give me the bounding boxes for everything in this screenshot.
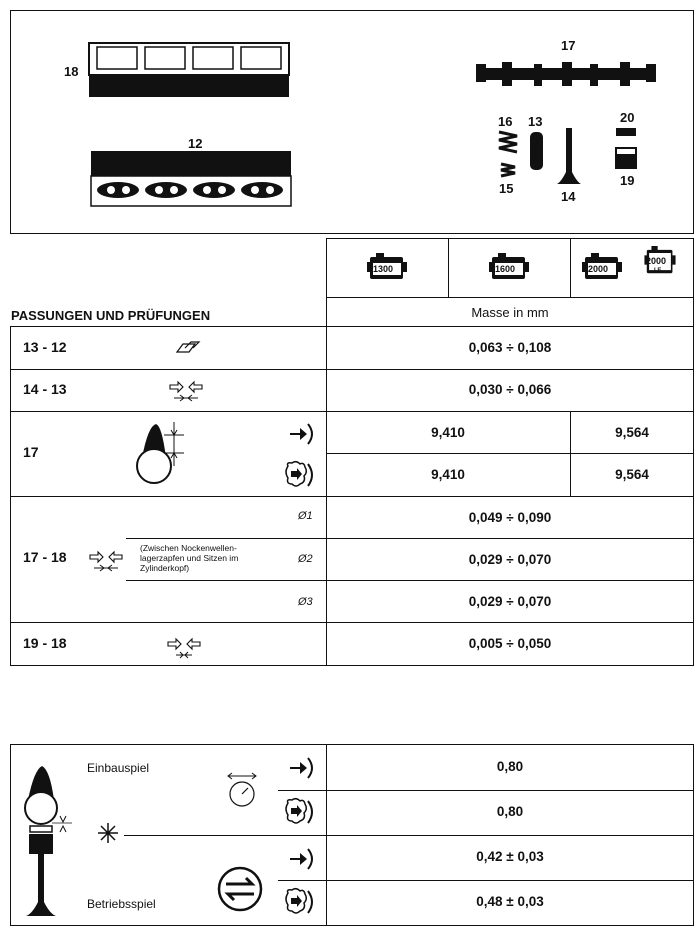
clearance-value-1: 0,80: [496, 759, 524, 774]
engine-2000-label: 2000: [588, 264, 609, 274]
row-value-13-12: 0,063 ÷ 0,108: [468, 340, 552, 355]
cold-snowflake-icon: [97, 822, 119, 844]
valve-tappet-figure: [22, 764, 74, 924]
row-id-17-18: 17 - 18: [23, 549, 67, 565]
engine-2000-ie-label: 2000: [646, 256, 667, 266]
engine-ie-label: I.E.: [654, 268, 664, 274]
cylinder-head-bottom-figure: [90, 150, 295, 208]
table-title: PASSUNGEN UND PRÜFUNGEN: [11, 308, 211, 323]
units-label: Masse in mm: [471, 305, 549, 320]
clearance-icon-17-18: [88, 550, 124, 572]
part-label-19: 19: [620, 173, 635, 188]
part-label-17: 17: [561, 38, 576, 53]
row-id-13-12: 13 - 12: [23, 339, 67, 355]
clearance-intake-icon-1: [288, 755, 318, 781]
row-17-exhaust-value-b: 9,564: [615, 467, 649, 482]
clearance-exhaust-icon-2: [284, 887, 318, 917]
part-label-12: 12: [188, 136, 203, 151]
row-17-18-value-1: 0,049 ÷ 0,090: [468, 510, 552, 525]
row-id-14-13: 14 - 13: [23, 381, 67, 397]
row-17-intake-value-b: 9,564: [615, 425, 649, 440]
shim-figure: [616, 128, 636, 136]
clearance-icon-19-18: [166, 637, 202, 659]
camshaft-figure: [474, 60, 659, 90]
part-label-16: 16: [498, 114, 513, 129]
part-label-15: 15: [499, 181, 514, 196]
part-label-20: 20: [620, 110, 635, 125]
einbauspiel-label: Einbauspiel: [87, 761, 150, 775]
cylinder-head-top-figure: [88, 42, 293, 100]
row-17-intake-value-a: 9,410: [431, 425, 465, 440]
clearance-value-3: 0,42 ± 0,03: [476, 849, 544, 864]
dial-gauge-icon: [222, 770, 262, 810]
row-17-exhaust-value-a: 9,410: [431, 467, 465, 482]
bucket-tappet-figure: [614, 146, 640, 172]
valve-guide-figure: [527, 130, 547, 172]
clearance-exhaust-icon-1: [284, 797, 318, 827]
intake-valve-icon: [288, 421, 318, 447]
row-value-19-18: 0,005 ÷ 0,050: [468, 636, 552, 651]
part-label-13: 13: [528, 114, 543, 129]
row-17-18-value-3: 0,029 ÷ 0,070: [468, 594, 552, 609]
clearance-intake-icon-2: [288, 846, 318, 872]
valve-figure: [555, 126, 583, 188]
cam-lift-figure: [134, 420, 194, 490]
exhaust-valve-icon: [284, 460, 318, 490]
row-17-18-note: (Zwischen Nockenwellen-lagerzapfen und Sitzen im Zylinderkopf): [140, 543, 239, 573]
betriebsspiel-label: Betriebsspiel: [87, 897, 156, 911]
engine-1600-label: 1600: [495, 264, 516, 274]
part-label-18: 18: [64, 64, 79, 79]
row-value-14-13: 0,030 ÷ 0,066: [468, 382, 552, 397]
clearance-icon: [168, 380, 204, 402]
row-id-19-18: 19 - 18: [23, 635, 67, 651]
press-fit-icon: [175, 340, 201, 356]
diameter-2-label: Ø2: [298, 553, 313, 565]
clearance-value-2: 0,80: [496, 804, 524, 819]
clearance-value-4: 0,48 ± 0,03: [476, 894, 544, 909]
engine-1300-label: 1300: [373, 264, 394, 274]
row-17-18-value-2: 0,029 ÷ 0,070: [468, 552, 552, 567]
operating-exchange-icon: [216, 865, 264, 913]
valve-springs-figure: [497, 130, 519, 180]
diameter-1-label: Ø1: [298, 510, 313, 522]
part-label-14: 14: [561, 189, 576, 204]
row-id-17: 17: [23, 444, 39, 460]
diameter-3-label: Ø3: [298, 596, 313, 608]
